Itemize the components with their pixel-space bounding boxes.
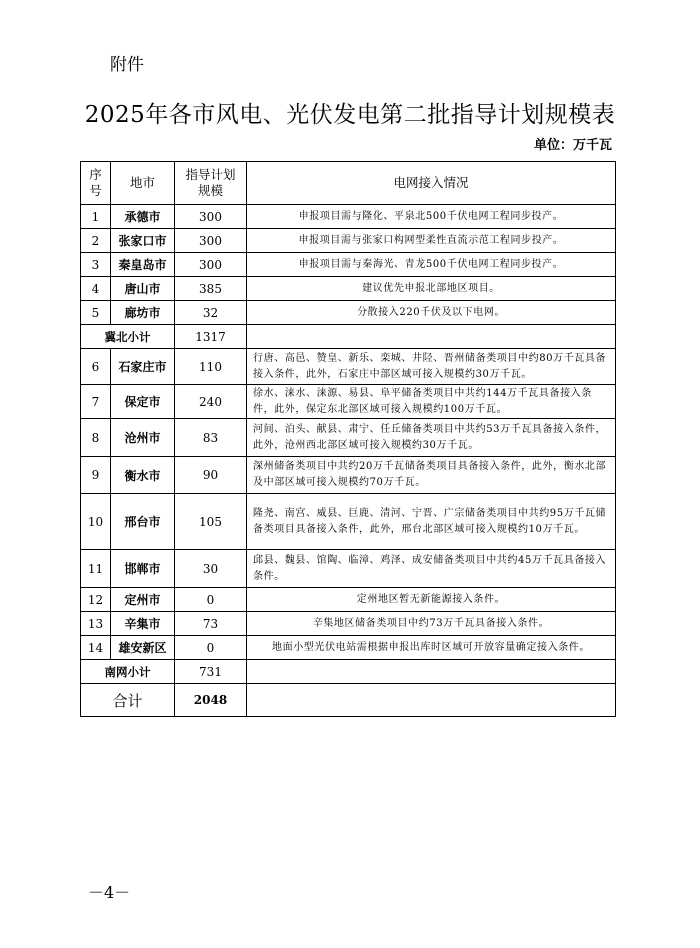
row-scale: 83 (175, 419, 247, 457)
row-city: 秦皇岛市 (111, 253, 175, 277)
row-note: 河间、泊头、献县、肃宁、任丘储备类项目中共约53万千瓦具备接入条件，此外，沧州西北部区域可接入规模约30万千瓦。 (247, 419, 616, 457)
row-city: 邯郸市 (111, 550, 175, 588)
row-note: 分散接入220千伏及以下电网。 (247, 301, 616, 325)
row-seq: 2 (81, 229, 111, 253)
row-note: 徐水、涞水、涞源、易县、阜平储备类项目中共约144万千瓦具备接入条件，此外，保定东北部区域可接入规模约100万千瓦。 (247, 385, 616, 419)
row-seq: 6 (81, 349, 111, 385)
attachment-label: 附件 (110, 55, 144, 75)
page-number: －4－ (88, 883, 131, 902)
unit-label: 单位：万千瓦 (533, 138, 612, 153)
plan-table (80, 161, 616, 717)
subtotal-north-value: 1317 (175, 325, 247, 349)
row-note: 申报项目需与隆化、平泉北500千伏电网工程同步投产。 (247, 205, 616, 229)
table-row (81, 205, 616, 229)
total-row (81, 684, 616, 717)
table-row (81, 277, 616, 301)
row-city: 衡水市 (111, 457, 175, 494)
row-note: 邱县、魏县、馆陶、临漳、鸡泽、成安储备类项目中共约45万千瓦具备接入条件。 (247, 550, 616, 588)
row-note: 建议优先申报北部地区项目。 (247, 277, 616, 301)
subtotal-south-label: 南网小计 (81, 660, 175, 684)
row-scale: 385 (175, 277, 247, 301)
row-city: 辛集市 (111, 612, 175, 636)
row-seq: 12 (81, 588, 111, 612)
row-city: 沧州市 (111, 419, 175, 457)
row-scale: 300 (175, 253, 247, 277)
row-city: 唐山市 (111, 277, 175, 301)
table-row (81, 229, 616, 253)
row-seq: 9 (81, 457, 111, 494)
table-row (81, 550, 616, 588)
page-title: 2025年各市风电、光伏发电第二批指导计划规模表 (84, 102, 616, 128)
subtotal-south-row (81, 660, 616, 684)
header-seq: 序号 (81, 162, 111, 205)
row-seq: 11 (81, 550, 111, 588)
table-row (81, 494, 616, 550)
table-row (81, 301, 616, 325)
row-scale: 300 (175, 229, 247, 253)
row-city: 邢台市 (111, 494, 175, 550)
header-grid: 电网接入情况 (247, 162, 616, 205)
row-note: 定州地区暂无新能源接入条件。 (247, 588, 616, 612)
subtotal-south-value: 731 (175, 660, 247, 684)
row-city: 承德市 (111, 205, 175, 229)
total-label: 合计 (81, 684, 175, 717)
row-scale: 240 (175, 385, 247, 419)
row-city: 张家口市 (111, 229, 175, 253)
row-scale: 110 (175, 349, 247, 385)
row-note: 辛集地区储备类项目中约73万千瓦具备接入条件。 (247, 612, 616, 636)
row-seq: 5 (81, 301, 111, 325)
subtotal-north-row (81, 325, 616, 349)
table-row (81, 612, 616, 636)
row-scale: 73 (175, 612, 247, 636)
row-seq: 10 (81, 494, 111, 550)
table-row (81, 385, 616, 419)
table-row (81, 349, 616, 385)
table-row (81, 253, 616, 277)
row-scale: 30 (175, 550, 247, 588)
table-row (81, 457, 616, 494)
total-value: 2048 (175, 684, 247, 717)
row-seq: 7 (81, 385, 111, 419)
row-scale: 105 (175, 494, 247, 550)
subtotal-north-label: 冀北小计 (81, 325, 175, 349)
row-seq: 13 (81, 612, 111, 636)
row-city: 廊坊市 (111, 301, 175, 325)
row-scale: 90 (175, 457, 247, 494)
row-note: 深州储备类项目中共约20万千瓦储备类项目具备接入条件，此外，衡水北部及中部区域可接入规模约70万千瓦。 (247, 457, 616, 494)
row-note: 申报项目需与张家口构网型柔性直流示范工程同步投产。 (247, 229, 616, 253)
table-row (81, 419, 616, 457)
row-seq: 1 (81, 205, 111, 229)
subtotal-south-note (247, 660, 616, 684)
row-seq: 4 (81, 277, 111, 301)
row-scale: 0 (175, 636, 247, 660)
row-note: 行唐、高邑、赞皇、新乐、栾城、井陉、晋州储备类项目中约80万千瓦具备接入条件，此外，石家庄中部区域可接入规模约30万千瓦。 (247, 349, 616, 385)
row-scale: 0 (175, 588, 247, 612)
row-seq: 14 (81, 636, 111, 660)
table-row (81, 636, 616, 660)
row-note: 申报项目需与秦海光、青龙500千伏电网工程同步投产。 (247, 253, 616, 277)
row-city: 石家庄市 (111, 349, 175, 385)
row-city: 雄安新区 (111, 636, 175, 660)
row-city: 定州市 (111, 588, 175, 612)
row-note: 隆尧、南宫、威县、巨鹿、清河、宁晋、广宗储备类项目中共约95万千瓦储备类项目具备接入条件，此外，邢台北部区域可接入规模约10万千瓦。 (247, 494, 616, 550)
row-scale: 32 (175, 301, 247, 325)
row-city: 保定市 (111, 385, 175, 419)
row-seq: 3 (81, 253, 111, 277)
header-city: 地市 (111, 162, 175, 205)
table-row (81, 588, 616, 612)
table-header-row (81, 162, 616, 205)
header-scale: 指导计划规模 (175, 162, 247, 205)
subtotal-north-note (247, 325, 616, 349)
row-note: 地面小型光伏电站需根据申报出库时区域可开放容量确定接入条件。 (247, 636, 616, 660)
row-seq: 8 (81, 419, 111, 457)
total-note (247, 684, 616, 717)
row-scale: 300 (175, 205, 247, 229)
